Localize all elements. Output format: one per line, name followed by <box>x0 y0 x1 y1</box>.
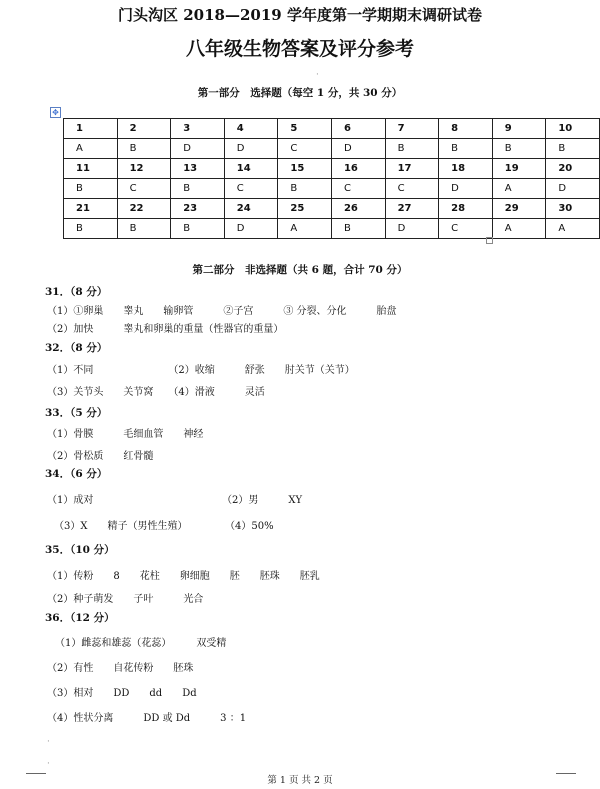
part1-heading: 第一部分 选择题（每空 1 分，共 30 分） <box>197 87 403 99</box>
table-row <box>64 199 600 219</box>
paragraph-mark: · <box>316 70 319 80</box>
q32-title: 32．（8 分） <box>45 342 108 354</box>
answer-cell: B <box>171 179 225 199</box>
question-number-cell: 22 <box>117 199 171 219</box>
page-footer: 第 1 页 共 2 页 <box>267 775 333 786</box>
table-row <box>64 179 600 199</box>
answer-cell: D <box>385 219 439 239</box>
table-row <box>64 219 600 239</box>
q34-line1a: （1）成对 <box>47 495 94 506</box>
question-number-cell: 14 <box>224 159 278 179</box>
question-number-cell: 11 <box>64 159 118 179</box>
question-number-cell: 18 <box>439 159 493 179</box>
q31-title: 31．（8 分） <box>45 286 108 298</box>
question-number-cell: 10 <box>546 119 600 139</box>
answer-cell: B <box>64 219 118 239</box>
table-row <box>64 159 600 179</box>
answer-cell: A <box>64 139 118 159</box>
table-move-handle-icon[interactable]: ✥ <box>50 107 61 118</box>
question-number-cell: 26 <box>331 199 385 219</box>
q31-line2: （2）加快 睾丸和卵巢的重量（性器官的重量） <box>47 324 284 335</box>
question-number-cell: 5 <box>278 119 332 139</box>
answer-cell: D <box>546 179 600 199</box>
question-number-cell: 21 <box>64 199 118 219</box>
question-number-cell: 9 <box>492 119 546 139</box>
question-number-cell: 23 <box>171 199 225 219</box>
answer-cell: D <box>171 139 225 159</box>
answer-cell: C <box>331 179 385 199</box>
question-number-cell: 17 <box>385 159 439 179</box>
answer-cell: D <box>224 219 278 239</box>
q33-title: 33．（5 分） <box>45 407 108 419</box>
q36-line1: （1）雌蕊和雄蕊（花蕊） 双受精 <box>55 638 227 649</box>
answer-cell: A <box>492 219 546 239</box>
answer-cell: C <box>117 179 171 199</box>
answer-cell: D <box>224 139 278 159</box>
q35-line2: （2）种子萌发 子叶 光合 <box>47 594 204 605</box>
q34-line2b: （4）50% <box>225 521 274 532</box>
q31-line1: （1）①卵巢 睾丸 输卵管 ②子宫 ③ 分裂、分化 胎盘 <box>47 306 397 317</box>
answer-cell: B <box>385 139 439 159</box>
question-number-cell: 12 <box>117 159 171 179</box>
question-number-cell: 27 <box>385 199 439 219</box>
answer-cell: C <box>278 139 332 159</box>
answer-cell: B <box>117 139 171 159</box>
answer-cell: C <box>224 179 278 199</box>
q32-line2: （3）关节头 关节窝 （4）滑液 灵活 <box>47 387 265 398</box>
q34-line2a: （3）X 精子（男性生殖） <box>54 521 188 532</box>
question-number-cell: 28 <box>439 199 493 219</box>
question-number-cell: 4 <box>224 119 278 139</box>
answer-cell: D <box>331 139 385 159</box>
answer-cell: A <box>492 179 546 199</box>
question-number-cell: 29 <box>492 199 546 219</box>
question-number-cell: 25 <box>278 199 332 219</box>
table-row <box>64 139 600 159</box>
question-number-cell: 6 <box>331 119 385 139</box>
question-number-cell: 7 <box>385 119 439 139</box>
q36-line4: （4）性状分离 DD 或 Dd 3 ：1 <box>47 713 247 724</box>
answer-cell: A <box>546 219 600 239</box>
q36-line3: （3）相对 DD dd Dd <box>47 688 197 699</box>
question-number-cell: 1 <box>64 119 118 139</box>
table-resize-handle[interactable] <box>486 237 493 244</box>
q34-title: 34．（6 分） <box>45 468 108 480</box>
question-number-cell: 20 <box>546 159 600 179</box>
answer-cell: C <box>439 219 493 239</box>
answer-cell: B <box>171 219 225 239</box>
question-number-cell: 24 <box>224 199 278 219</box>
answer-cell: C <box>385 179 439 199</box>
question-number-cell: 2 <box>117 119 171 139</box>
q35-line1: （1）传粉 8 花柱 卵细胞 胚 胚珠 胚乳 <box>47 571 320 582</box>
answer-cell: B <box>439 139 493 159</box>
paragraph-mark: · <box>47 759 50 769</box>
q36-title: 36．（12 分） <box>45 612 115 624</box>
question-number-cell: 13 <box>171 159 225 179</box>
answer-cell: B <box>331 219 385 239</box>
answer-cell: B <box>546 139 600 159</box>
document-subtitle: 八年级生物答案及评分参考 <box>185 38 414 60</box>
part2-heading: 第二部分 非选择题（共 6 题，合计 70 分） <box>192 264 408 276</box>
question-number-cell: 16 <box>331 159 385 179</box>
answer-table <box>63 118 600 239</box>
table-row <box>64 119 600 139</box>
answer-cell: B <box>64 179 118 199</box>
question-number-cell: 3 <box>171 119 225 139</box>
q35-title: 35．（10 分） <box>45 544 115 556</box>
q34-line1b: （2）男 XY <box>222 495 303 506</box>
question-number-cell: 8 <box>439 119 493 139</box>
paragraph-mark: · <box>47 737 50 747</box>
question-number-cell: 19 <box>492 159 546 179</box>
answer-cell: B <box>117 219 171 239</box>
answer-cell: D <box>439 179 493 199</box>
document-title: 门头沟区 2018—2019 学年度第一学期期末调研试卷 <box>118 6 482 24</box>
answer-cell: B <box>278 179 332 199</box>
q33-line1: （1）骨膜 毛细血管 神经 <box>47 429 204 440</box>
answer-cell: A <box>278 219 332 239</box>
q33-line2: （2）骨松质 红骨髓 <box>47 451 154 462</box>
question-number-cell: 15 <box>278 159 332 179</box>
question-number-cell: 30 <box>546 199 600 219</box>
q36-line2: （2）有性 自花传粉 胚珠 <box>47 663 194 674</box>
answer-cell: B <box>492 139 546 159</box>
q32-line1: （1）不同 （2）收缩 舒张 肘关节（关节） <box>47 365 355 376</box>
